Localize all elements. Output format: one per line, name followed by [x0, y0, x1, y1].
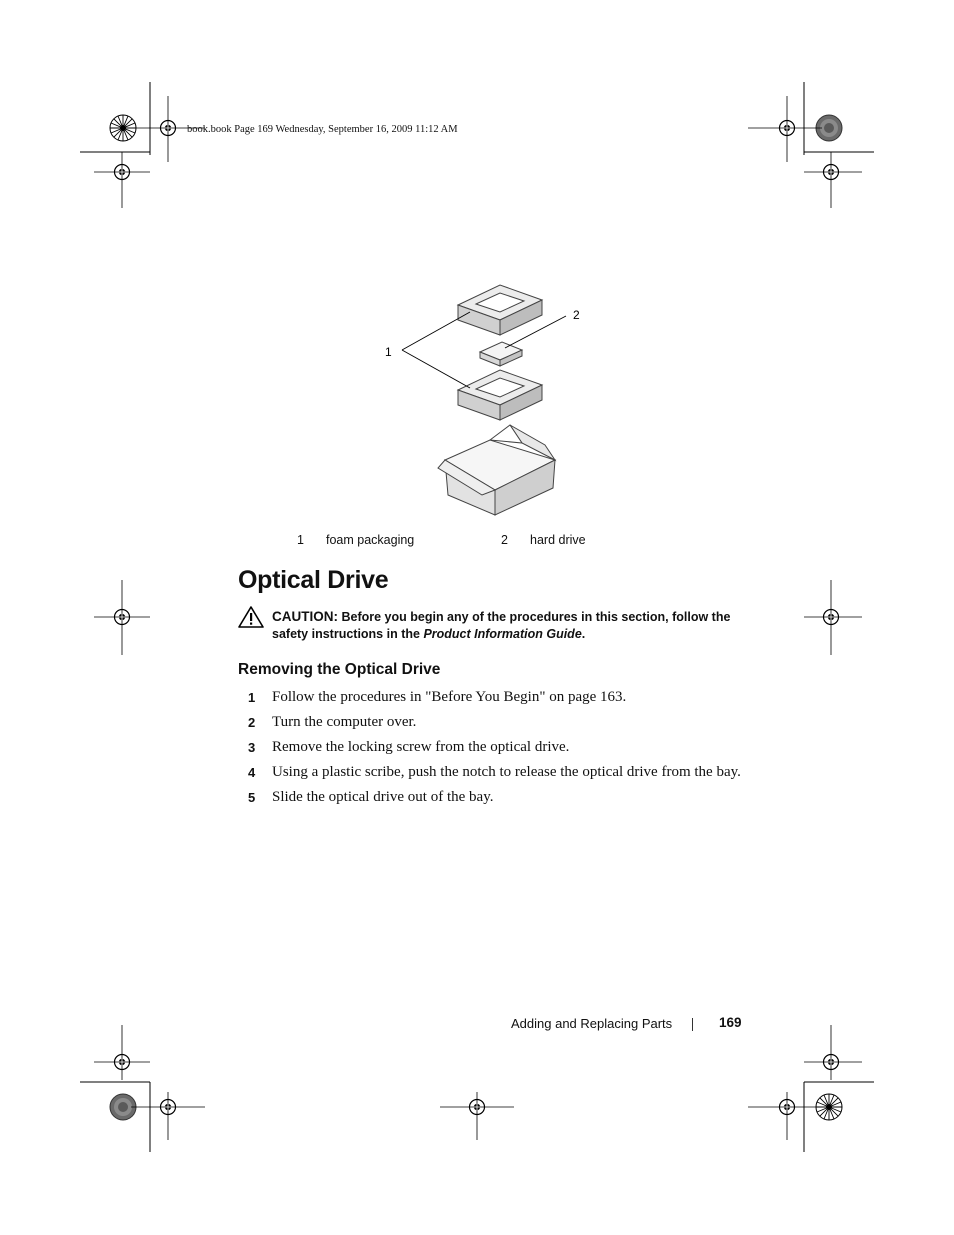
step-2	[248, 713, 748, 732]
step-text: Follow the procedures in "Before You Begin" on page 163.	[272, 689, 627, 705]
step-5	[248, 788, 748, 807]
step-text: Slide the optical drive out of the bay.	[272, 789, 494, 805]
caution-label: CAUTION:	[272, 609, 338, 624]
print-info-slug: book.book Page 169 Wednesday, September 16, 2009 11:12 AM	[187, 124, 458, 135]
step-text: Remove the locking screw from the optical drive.	[272, 739, 570, 755]
page-number: 169	[719, 1015, 742, 1030]
step-text: Turn the computer over.	[272, 714, 417, 730]
foam-top	[458, 285, 542, 335]
box	[438, 425, 555, 515]
legend-number-1: 1	[297, 533, 304, 547]
hard-drive	[480, 342, 522, 366]
caution-guide-reference: Product Information Guide	[423, 627, 582, 641]
legend-label-hard-drive: hard drive	[530, 533, 586, 547]
step-1	[248, 688, 748, 707]
caution-text: Before you begin any of the procedures in this section, follow the safety instructions in the	[272, 610, 731, 641]
step-number: 1	[248, 690, 256, 705]
callout-1: 1	[385, 345, 392, 359]
step-number: 2	[248, 715, 256, 730]
step-text: Using a plastic scribe, push the notch to release the optical drive from the bay.	[272, 764, 741, 780]
footer-section-name: Adding and Replacing Parts	[511, 1016, 673, 1031]
caution-icon	[238, 606, 264, 628]
callout-2: 2	[573, 308, 580, 322]
footer-divider	[692, 1018, 693, 1031]
legend-label-foam-packaging: foam packaging	[326, 533, 415, 547]
step-number: 3	[248, 740, 256, 755]
legend-number-2: 2	[501, 533, 508, 547]
subsection-title: Removing the Optical Drive	[238, 661, 441, 678]
section-title: Optical Drive	[238, 566, 389, 594]
step-number: 4	[248, 765, 256, 780]
procedure-steps	[248, 688, 748, 813]
packaging-illustration	[370, 265, 600, 525]
step-number: 5	[248, 790, 256, 805]
caution-notice	[272, 608, 752, 643]
step-3	[248, 738, 748, 757]
caution-end: .	[581, 627, 586, 641]
step-4	[248, 763, 748, 782]
foam-bottom	[458, 370, 542, 420]
